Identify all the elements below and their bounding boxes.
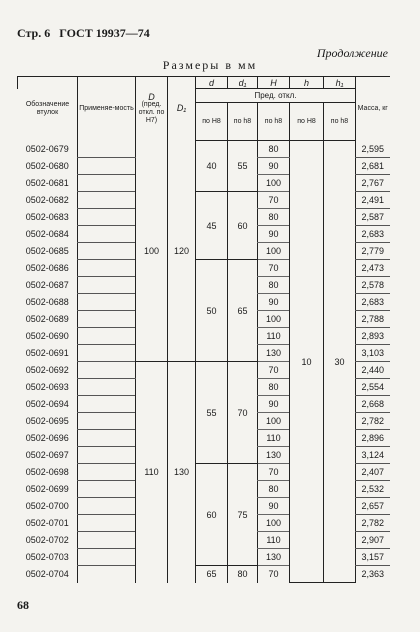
mass-cell: 2,683 bbox=[356, 294, 390, 311]
designation-cell: 0502-0699 bbox=[25, 484, 69, 494]
D-cell: 100 bbox=[136, 141, 168, 362]
mass-cell: 3,103 bbox=[356, 345, 390, 362]
applicability-cell bbox=[78, 345, 136, 362]
applicability-cell bbox=[78, 175, 136, 192]
H-cell: 130 bbox=[258, 345, 290, 362]
designation-cell: 0502-0683 bbox=[25, 212, 69, 222]
mass-cell: 2,657 bbox=[356, 498, 390, 515]
mass-cell: 3,124 bbox=[356, 447, 390, 464]
applicability-cell bbox=[78, 379, 136, 396]
designation-cell: 0502-0682 bbox=[25, 195, 69, 205]
h-cell: 10 bbox=[290, 141, 324, 583]
applicability-cell bbox=[78, 464, 136, 481]
H-cell: 70 bbox=[258, 566, 290, 583]
designation-cell: 0502-0688 bbox=[25, 297, 69, 307]
header-h1: h₁ bbox=[324, 77, 356, 89]
applicability-cell bbox=[78, 396, 136, 413]
designation-cell: 0502-0704 bbox=[25, 569, 69, 579]
applicability-cell bbox=[78, 158, 136, 175]
designation-cell: 0502-0696 bbox=[25, 433, 69, 443]
H-cell: 80 bbox=[258, 379, 290, 396]
mass-cell: 2,767 bbox=[356, 175, 390, 192]
H-cell: 70 bbox=[258, 464, 290, 481]
H-cell: 80 bbox=[258, 277, 290, 294]
h1-cell: 30 bbox=[324, 141, 356, 583]
applicability-cell bbox=[78, 566, 136, 583]
d1-cell: 60 bbox=[228, 192, 258, 260]
applicability-cell bbox=[78, 209, 136, 226]
H-cell: 130 bbox=[258, 549, 290, 566]
H-cell: 70 bbox=[258, 362, 290, 379]
designation-cell: 0502-0685 bbox=[25, 246, 69, 256]
applicability-cell bbox=[78, 311, 136, 328]
applicability-cell bbox=[78, 515, 136, 532]
d1-cell: 65 bbox=[228, 260, 258, 362]
designation-cell: 0502-0702 bbox=[25, 535, 69, 545]
designation-cell: 0502-0689 bbox=[25, 314, 69, 324]
page-header bbox=[17, 26, 156, 41]
applicability-cell bbox=[78, 192, 136, 209]
H-cell: 100 bbox=[258, 243, 290, 260]
mass-cell: 2,681 bbox=[356, 158, 390, 175]
applicability-cell bbox=[78, 413, 136, 430]
H-cell: 80 bbox=[258, 141, 290, 158]
designation-cell: 0502-0690 bbox=[25, 331, 69, 341]
mass-cell: 2,782 bbox=[356, 515, 390, 532]
d-cell: 65 bbox=[196, 566, 228, 583]
applicability-cell bbox=[78, 532, 136, 549]
mass-cell: 2,587 bbox=[356, 209, 390, 226]
header-H: H bbox=[258, 77, 290, 89]
applicability-cell bbox=[78, 447, 136, 464]
d-cell: 60 bbox=[196, 464, 228, 566]
applicability-cell bbox=[78, 141, 136, 158]
mass-cell: 2,532 bbox=[356, 481, 390, 498]
applicability-cell bbox=[78, 498, 136, 515]
mass-cell: 2,407 bbox=[356, 464, 390, 481]
H-cell: 90 bbox=[258, 396, 290, 413]
applicability-cell bbox=[78, 260, 136, 277]
header-d: d bbox=[196, 77, 228, 89]
standard-number: ГОСТ 19937—74 bbox=[59, 26, 150, 40]
applicability-cell bbox=[78, 226, 136, 243]
designation-cell: 0502-0701 bbox=[25, 518, 69, 528]
H-cell: 90 bbox=[258, 158, 290, 175]
designation-cell: 0502-0681 bbox=[25, 178, 69, 188]
applicability-cell bbox=[78, 294, 136, 311]
H-cell: 100 bbox=[258, 311, 290, 328]
designation-cell: 0502-0700 bbox=[25, 501, 69, 511]
dimensions-caption: Размеры в мм bbox=[162, 58, 258, 72]
designation-cell: 0502-0697 bbox=[25, 450, 69, 460]
applicability-cell bbox=[78, 243, 136, 260]
mass-cell: 2,907 bbox=[356, 532, 390, 549]
mass-cell: 2,788 bbox=[356, 311, 390, 328]
applicability-cell bbox=[78, 328, 136, 345]
designation-cell: 0502-0703 bbox=[25, 552, 69, 562]
H-cell: 130 bbox=[258, 447, 290, 464]
header-tol-h1: по h8 bbox=[324, 103, 356, 141]
d1-cell: 80 bbox=[228, 566, 258, 583]
header-applicability: Применяе-мость bbox=[78, 77, 136, 141]
mass-cell: 2,782 bbox=[356, 413, 390, 430]
bushings-table bbox=[17, 76, 390, 583]
H-cell: 100 bbox=[258, 413, 290, 430]
designation-cell: 0502-0695 bbox=[25, 416, 69, 426]
applicability-cell bbox=[78, 481, 136, 498]
designation-cell: 0502-0679 bbox=[25, 144, 69, 154]
H-cell: 70 bbox=[258, 260, 290, 277]
D1-cell: 130 bbox=[168, 362, 196, 583]
mass-cell: 2,896 bbox=[356, 430, 390, 447]
d1-cell: 70 bbox=[228, 362, 258, 464]
d-cell: 45 bbox=[196, 192, 228, 260]
page-number: 68 bbox=[17, 598, 29, 612]
H-cell: 90 bbox=[258, 498, 290, 515]
mass-cell: 2,491 bbox=[356, 192, 390, 209]
applicability-cell bbox=[78, 549, 136, 566]
applicability-cell bbox=[78, 362, 136, 379]
designation-cell: 0502-0694 bbox=[25, 399, 69, 409]
d1-cell: 55 bbox=[228, 141, 258, 192]
header-tol-h: по H8 bbox=[290, 103, 324, 141]
mass-cell: 2,554 bbox=[356, 379, 390, 396]
mass-cell: 2,779 bbox=[356, 243, 390, 260]
H-cell: 70 bbox=[258, 192, 290, 209]
H-cell: 100 bbox=[258, 175, 290, 192]
designation-cell: 0502-0691 bbox=[25, 348, 69, 358]
header-D: D (пред. откл. по H7) bbox=[136, 77, 168, 141]
mass-cell: 2,668 bbox=[356, 396, 390, 413]
header-tol-d1: по h8 bbox=[228, 103, 258, 141]
H-cell: 110 bbox=[258, 328, 290, 345]
applicability-cell bbox=[78, 430, 136, 447]
mass-cell: 2,473 bbox=[356, 260, 390, 277]
header-d1: d₁ bbox=[228, 77, 258, 89]
H-cell: 110 bbox=[258, 532, 290, 549]
H-cell: 90 bbox=[258, 294, 290, 311]
mass-cell: 2,578 bbox=[356, 277, 390, 294]
designation-cell: 0502-0680 bbox=[25, 161, 69, 171]
header-tolerance: Пред. откл. bbox=[196, 89, 356, 103]
mass-cell: 2,683 bbox=[356, 226, 390, 243]
header-tol-d: по H8 bbox=[196, 103, 228, 141]
d-cell: 55 bbox=[196, 362, 228, 464]
header-mass: Масса, кг bbox=[356, 77, 390, 141]
d-cell: 50 bbox=[196, 260, 228, 362]
designation-cell: 0502-0692 bbox=[25, 365, 69, 375]
d1-cell: 75 bbox=[228, 464, 258, 566]
designation-cell: 0502-0698 bbox=[25, 467, 69, 477]
header-D1: D₁ bbox=[168, 77, 196, 141]
page-label: Стр. 6 bbox=[17, 26, 51, 40]
mass-cell: 3,157 bbox=[356, 549, 390, 566]
mass-cell: 2,595 bbox=[356, 141, 390, 158]
header-designation: Обозначение втулок bbox=[25, 100, 70, 116]
D-cell: 110 bbox=[136, 362, 168, 583]
mass-cell: 2,440 bbox=[356, 362, 390, 379]
H-cell: 100 bbox=[258, 515, 290, 532]
continuation-label: Продолжение bbox=[316, 46, 388, 60]
designation-cell: 0502-0693 bbox=[25, 382, 69, 392]
header-tol-H: по h8 bbox=[258, 103, 290, 141]
mass-cell: 2,893 bbox=[356, 328, 390, 345]
d-cell: 40 bbox=[196, 141, 228, 192]
D1-cell: 120 bbox=[168, 141, 196, 362]
header-h: h bbox=[290, 77, 324, 89]
H-cell: 90 bbox=[258, 226, 290, 243]
mass-cell: 2,363 bbox=[356, 566, 390, 583]
designation-cell: 0502-0684 bbox=[25, 229, 69, 239]
H-cell: 80 bbox=[258, 209, 290, 226]
H-cell: 80 bbox=[258, 481, 290, 498]
applicability-cell bbox=[78, 277, 136, 294]
designation-cell: 0502-0687 bbox=[25, 280, 69, 290]
H-cell: 110 bbox=[258, 430, 290, 447]
designation-cell: 0502-0686 bbox=[25, 263, 69, 273]
